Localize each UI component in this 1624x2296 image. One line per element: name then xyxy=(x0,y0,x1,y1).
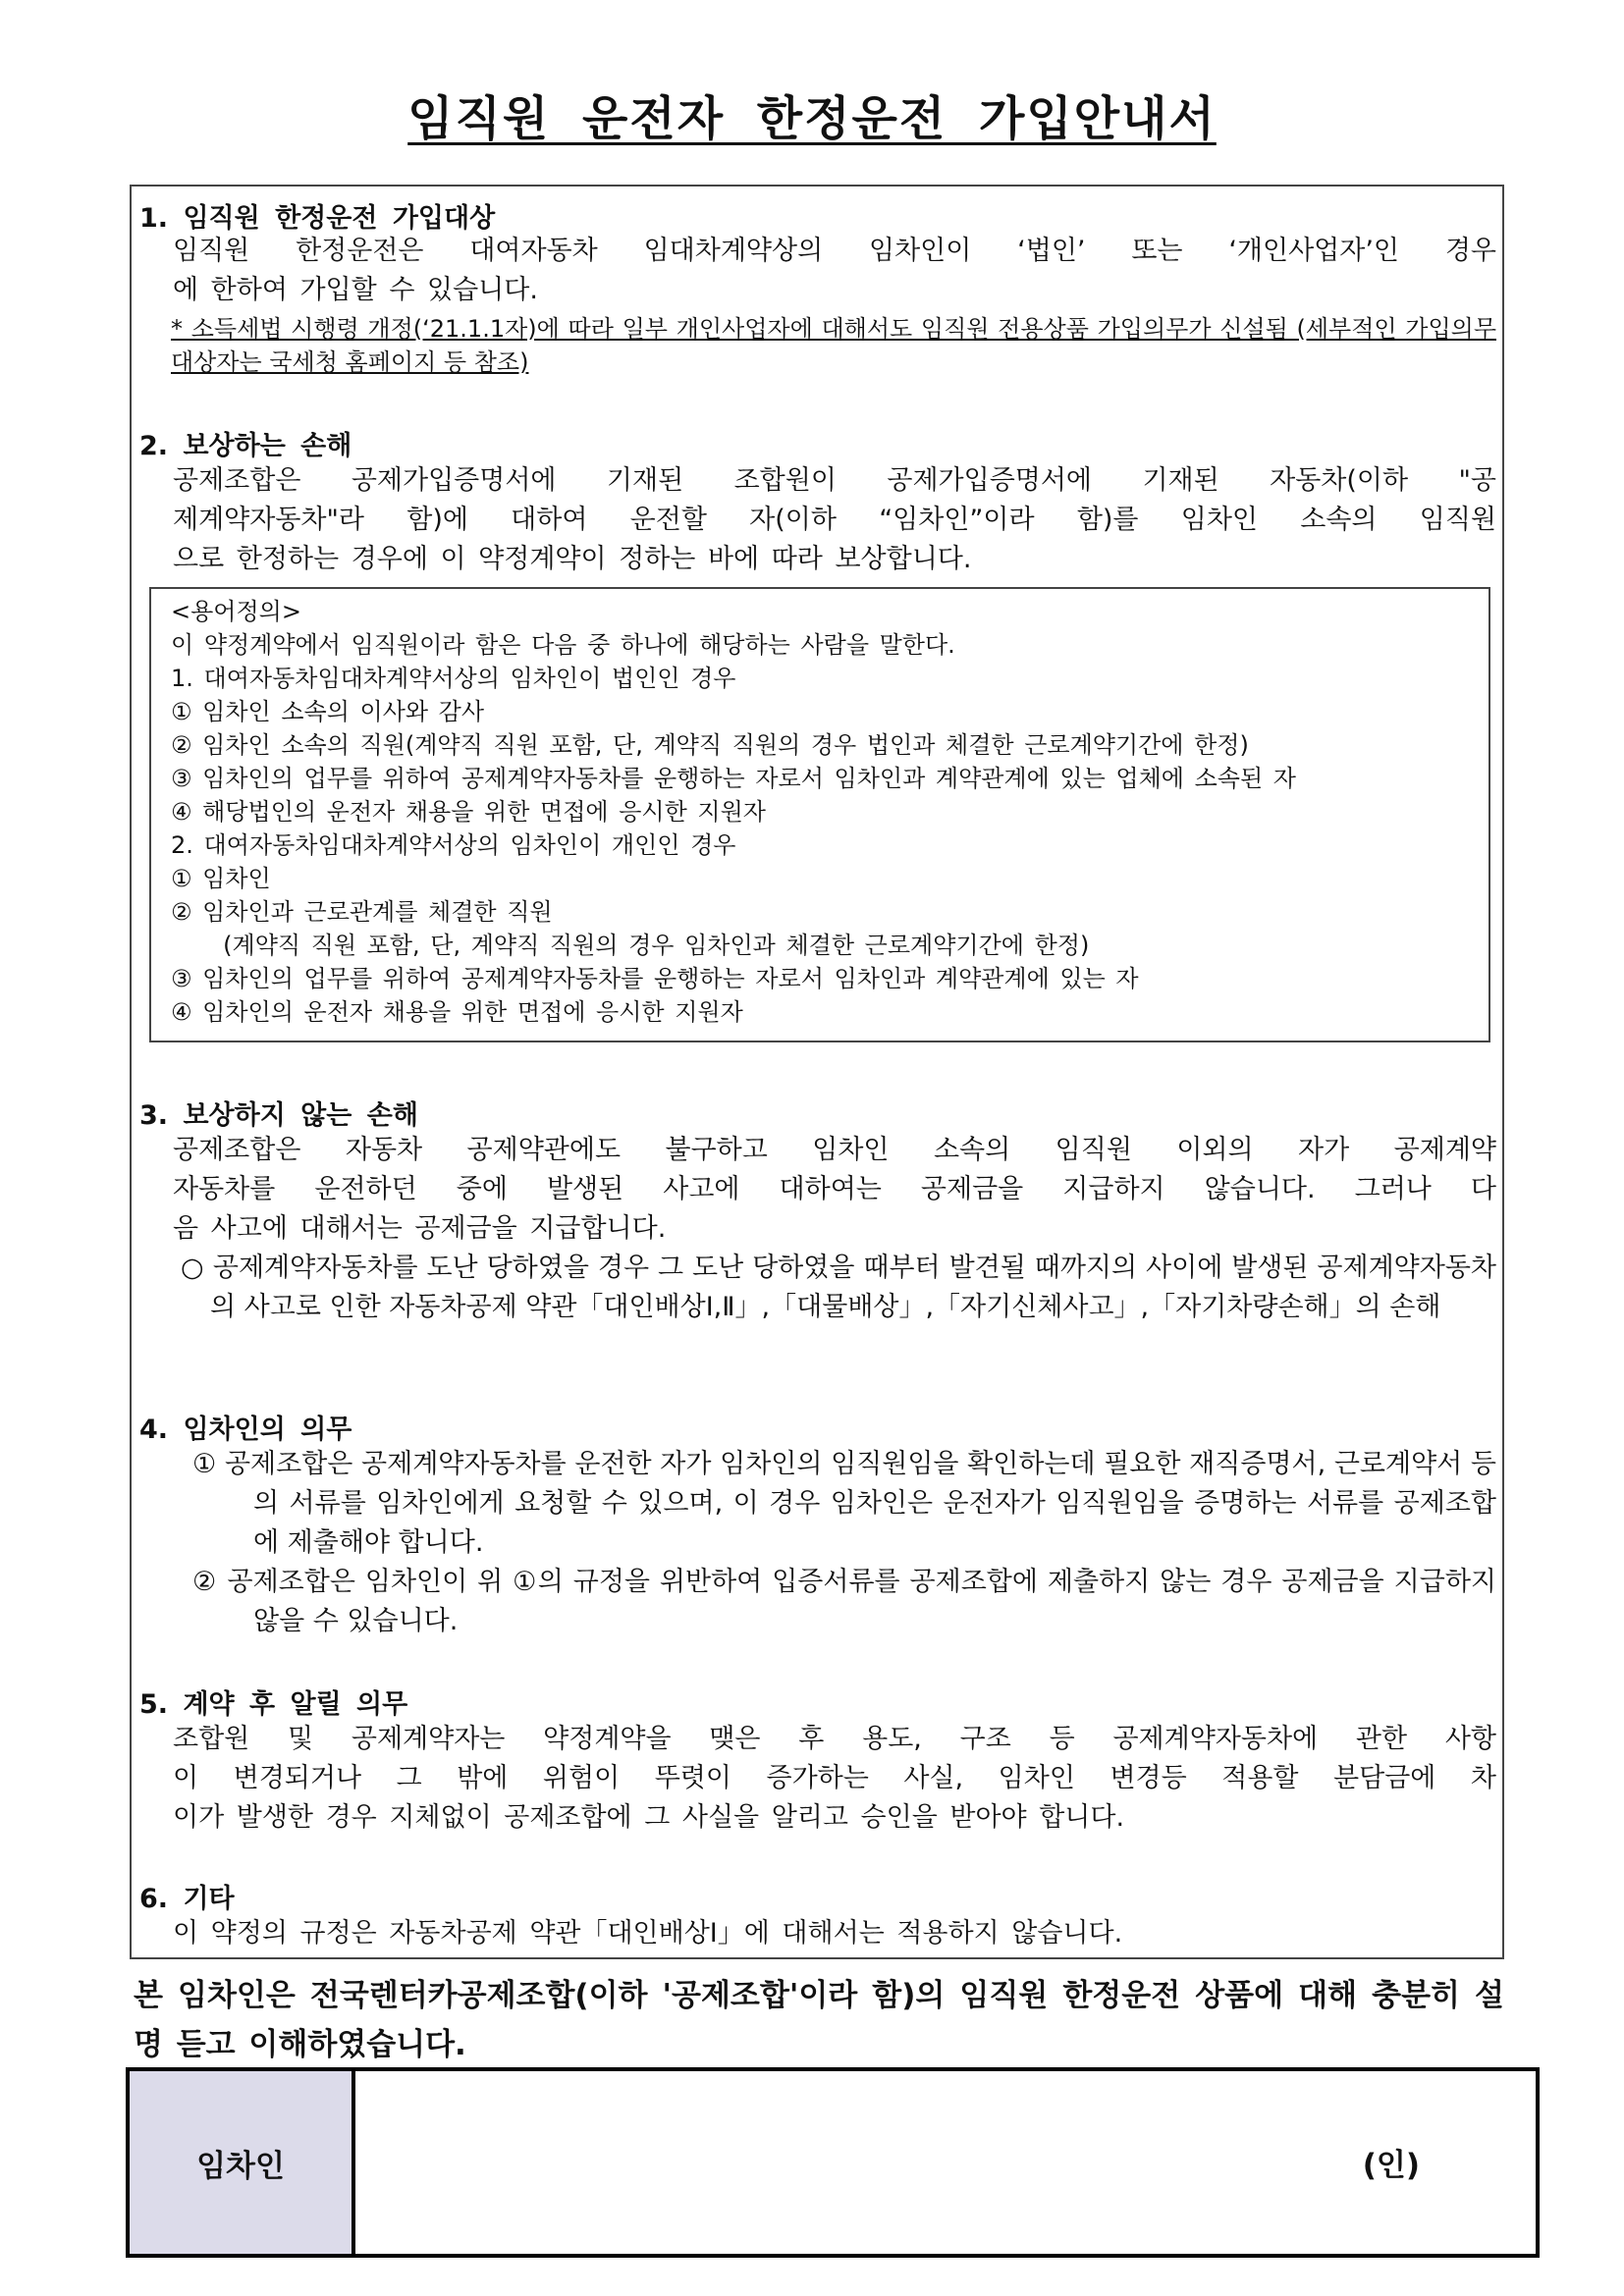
definition-line: 2. 대여자동차임대차계약서상의 임차인이 개인인 경우 xyxy=(171,831,736,859)
section-4-heading: 4. 임차인의 의무 xyxy=(139,1415,352,1445)
signature-field[interactable] xyxy=(355,2071,1536,2254)
section-6-line-1: 이 약정의 규정은 자동차공제 약관「대인배상Ⅰ」에 대해서는 적용하지 않습니다. xyxy=(173,1918,1123,1949)
section-1-heading: 1. 임직원 한정운전 가입대상 xyxy=(139,203,496,234)
definition-line: ④ 임차인의 운전자 채용을 위한 면접에 응시한 지원자 xyxy=(171,998,743,1026)
section-6-heading: 6. 기타 xyxy=(139,1884,235,1914)
section-2-heading: 2. 보상하는 손해 xyxy=(139,431,352,461)
definitions-heading: <용어정의> xyxy=(171,598,301,625)
signature-label: 임차인 xyxy=(130,2071,355,2254)
section-3-line-2: 자동차를 운전하던 중에 발생된 사고에 대하여는 공제금을 지급하지 않습니다. 그러나 다 xyxy=(173,1174,1496,1204)
section-3-heading: 3. 보상하지 않는 손해 xyxy=(139,1100,418,1131)
section-1-line-1: 임직원 한정운전은 대여자동차 임대차계약상의 임차인이 ‘법인’ 또는 ‘개인사업자’인 경우 xyxy=(173,236,1496,266)
section-2-line-3: 으로 한정하는 경우에 이 약정계약이 정하는 바에 따라 보상합니다. xyxy=(173,544,972,574)
section-3-bullet: ○ 공제계약자동차를 도난 당하였을 경우 그 도난 당하였을 때부터 발견될 때까지의 사이에 발생된 공제계약자동차의 사고로 인한 자동차공제 약관「대인배상Ⅰ,Ⅱ」,「대물배상」,「자기신체사고」,「자기차량손해」의 손해 xyxy=(181,1253,1496,1322)
section-1-note: * 소득세법 시행령 개정(‘21.1.1자)에 따라 일부 개인사업자에 대해서도 임직원 전용상품 가입의무가 신설됨 (세부적인 가입의무 대상자는 국세청 홈페이지 등 참조) xyxy=(171,315,1496,376)
section-2-line-1: 공제조합은 공제가입증명서에 기재된 조합원이 공제가입증명서에 기재된 자동차(이하 "공 xyxy=(173,465,1497,496)
definition-line: 이 약정계약에서 임직원이라 함은 다음 중 하나에 해당하는 사람을 말한다. xyxy=(171,631,955,659)
section-3-line-1: 공제조합은 자동차 공제약관에도 불구하고 임차인 소속의 임직원 이외의 자가 공제계약 xyxy=(173,1135,1496,1165)
definition-line: ② 임차인 소속의 직원(계약직 직원 포함, 단, 계약직 직원의 경우 법인과 체결한 근로계약기간에 한정) xyxy=(171,731,1249,759)
section-5-line-2: 이 변경되거나 그 밖에 위험이 뚜렷이 증가하는 사실, 임차인 변경등 적용할 분담금에 차 xyxy=(173,1763,1496,1793)
definition-line: ④ 해당법인의 운전자 채용을 위한 면접에 응시한 지원자 xyxy=(171,798,766,826)
definition-line: ① 임차인 xyxy=(171,865,271,892)
definition-line: ③ 임차인의 업무를 위하여 공제계약자동차를 운행하는 자로서 임차인과 계약관계에 있는 자 xyxy=(171,965,1139,992)
section-4-item-2: ② 공제조합은 임차인이 위 ①의 규정을 위반하여 입증서류를 공제조합에 제출하지 않는 경우 공제금을 지급하지 않을 수 있습니다. xyxy=(192,1567,1496,1636)
definition-line: ② 임차인과 근로관계를 체결한 직원 xyxy=(171,898,553,926)
definition-line: (계약직 직원 포함, 단, 계약직 직원의 경우 임차인과 체결한 근로계약기간에 한정) xyxy=(171,932,1090,959)
section-4-item-1: ① 공제조합은 공제계약자동차를 운전한 자가 임차인의 임직원임을 확인하는데 필요한 재직증명서, 근로계약서 등의 서류를 임차인에게 요청할 수 있으며, 이 경우 임차인은 운전자가 임직원임을 증명하는 서류를 공제조합에 제출해야 합니다. xyxy=(192,1449,1496,1558)
signature-table xyxy=(126,2067,1540,2258)
definition-line: ① 임차인 소속의 이사와 감사 xyxy=(171,698,485,725)
section-5-line-1: 조합원 및 공제계약자는 약정계약을 맺은 후 용도, 구조 등 공제계약자동차에 관한 사항 xyxy=(173,1724,1496,1754)
section-5-line-3: 이가 발생한 경우 지체없이 공제조합에 그 사실을 알리고 승인을 받아야 합니다. xyxy=(173,1802,1125,1833)
seal-mark: (인) xyxy=(1362,2148,1420,2183)
section-1-line-2: 에 한하여 가입할 수 있습니다. xyxy=(173,275,538,305)
section-5-heading: 5. 계약 후 알릴 의무 xyxy=(139,1689,408,1720)
definition-line: ③ 임차인의 업무를 위하여 공제계약자동차를 운행하는 자로서 임차인과 계약관계에 있는 업체에 소속된 자 xyxy=(171,765,1296,792)
document-title: 임직원 운전자 한정운전 가입안내서 xyxy=(407,91,1217,146)
consent-statement: 본 임차인은 전국렌터카공제조합(이하 '공제조합'이라 함)의 임직원 한정운전 상품에 대해 충분히 설명 듣고 이해하였습니다. xyxy=(134,1978,1504,2062)
definition-line: 1. 대여자동차임대차계약서상의 임차인이 법인인 경우 xyxy=(171,665,736,692)
section-2-line-2: 제계약자동차"라 함)에 대하여 운전할 자(이하 “임차인”이라 함)를 임차인 소속의 임직원 xyxy=(173,505,1496,535)
section-3-line-3: 음 사고에 대해서는 공제금을 지급합니다. xyxy=(173,1213,667,1244)
